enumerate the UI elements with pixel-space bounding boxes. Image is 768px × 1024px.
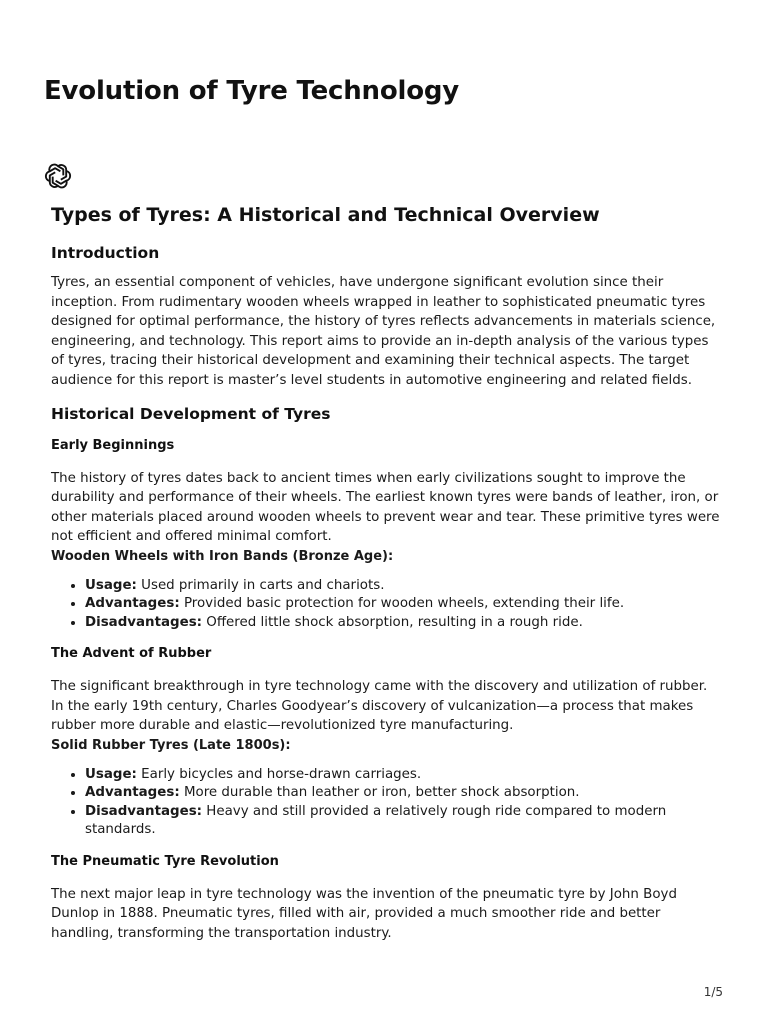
wooden-wheels-subheading: Wooden Wheels with Iron Bands (Bronze Age): xyxy=(51,548,394,564)
openai-logo-icon xyxy=(44,162,72,190)
early-beginnings-heading: Early Beginnings xyxy=(51,437,175,453)
list-item: • Advantages: Provided basic protection for wooden wheels, extending their life. xyxy=(85,595,723,613)
pneumatic-paragraph: The next major leap in tyre technology was the invention of the pneumatic tyre by John Boyd Dunlop in 1888. Pneumatic tyres, filled with air, provided a much smoother ride and better handling, transforming the transportation industry. xyxy=(51,886,677,941)
early-beginnings-paragraph: The history of tyres dates back to ancient times when early civilizations sought to improve the durability and performance of their wheels. The earliest known tyres were bands of leather, iron, or other materials placed around wooden wheels to prevent wear and tear. These primitive tyres were not efficient and offered minimal comfort. xyxy=(51,470,720,545)
wooden-wheels-list xyxy=(51,577,723,632)
advent-of-rubber-heading: The Advent of Rubber xyxy=(51,646,212,662)
list-item: • Disadvantages: Offered little shock absorption, resulting in a rough ride. xyxy=(85,614,723,632)
solid-rubber-subheading: Solid Rubber Tyres (Late 1800s): xyxy=(51,737,291,753)
introduction-heading: Introduction xyxy=(51,244,160,262)
list-item: • Advantages: More durable than leather or iron, better shock absorption. xyxy=(85,784,723,802)
introduction-paragraph: Tyres, an essential component of vehicles, have undergone significant evolution since their inception. From rudimentary wooden wheels wrapped in leather to sophisticated pneumatic tyres designed for optimal performance, the history of tyres reflects advancements in materials science, engineering, and technology. This report aims to provide an in-depth analysis of the various types of tyres, tracing their historical development and examining their technical aspects. The target audience for this report is master’s level students in automotive engineering and related fields. xyxy=(51,275,716,388)
history-heading: Historical Development of Tyres xyxy=(51,404,331,423)
list-item: • Usage: Used primarily in carts and chariots. xyxy=(85,577,723,595)
list-item: • Disadvantages: Heavy and still provided a relatively rough ride compared to modern standards. xyxy=(85,803,723,840)
report-content xyxy=(51,204,723,943)
report-title: Types of Tyres: A Historical and Technical Overview xyxy=(51,204,600,226)
pneumatic-heading: The Pneumatic Tyre Revolution xyxy=(51,853,279,869)
page-number: 1/5 xyxy=(703,985,723,999)
advent-of-rubber-paragraph: The significant breakthrough in tyre technology came with the discovery and utilization of rubber. In the early 19th century, Charles Goodyear’s discovery of vulcanization—a process that makes rubber more durable and elastic—revolutionized tyre manufacturing. xyxy=(51,679,708,734)
solid-rubber-list xyxy=(51,766,723,840)
page-title: Evolution of Tyre Technology xyxy=(44,76,460,106)
list-item: • Usage: Early bicycles and horse-drawn carriages. xyxy=(85,766,723,784)
